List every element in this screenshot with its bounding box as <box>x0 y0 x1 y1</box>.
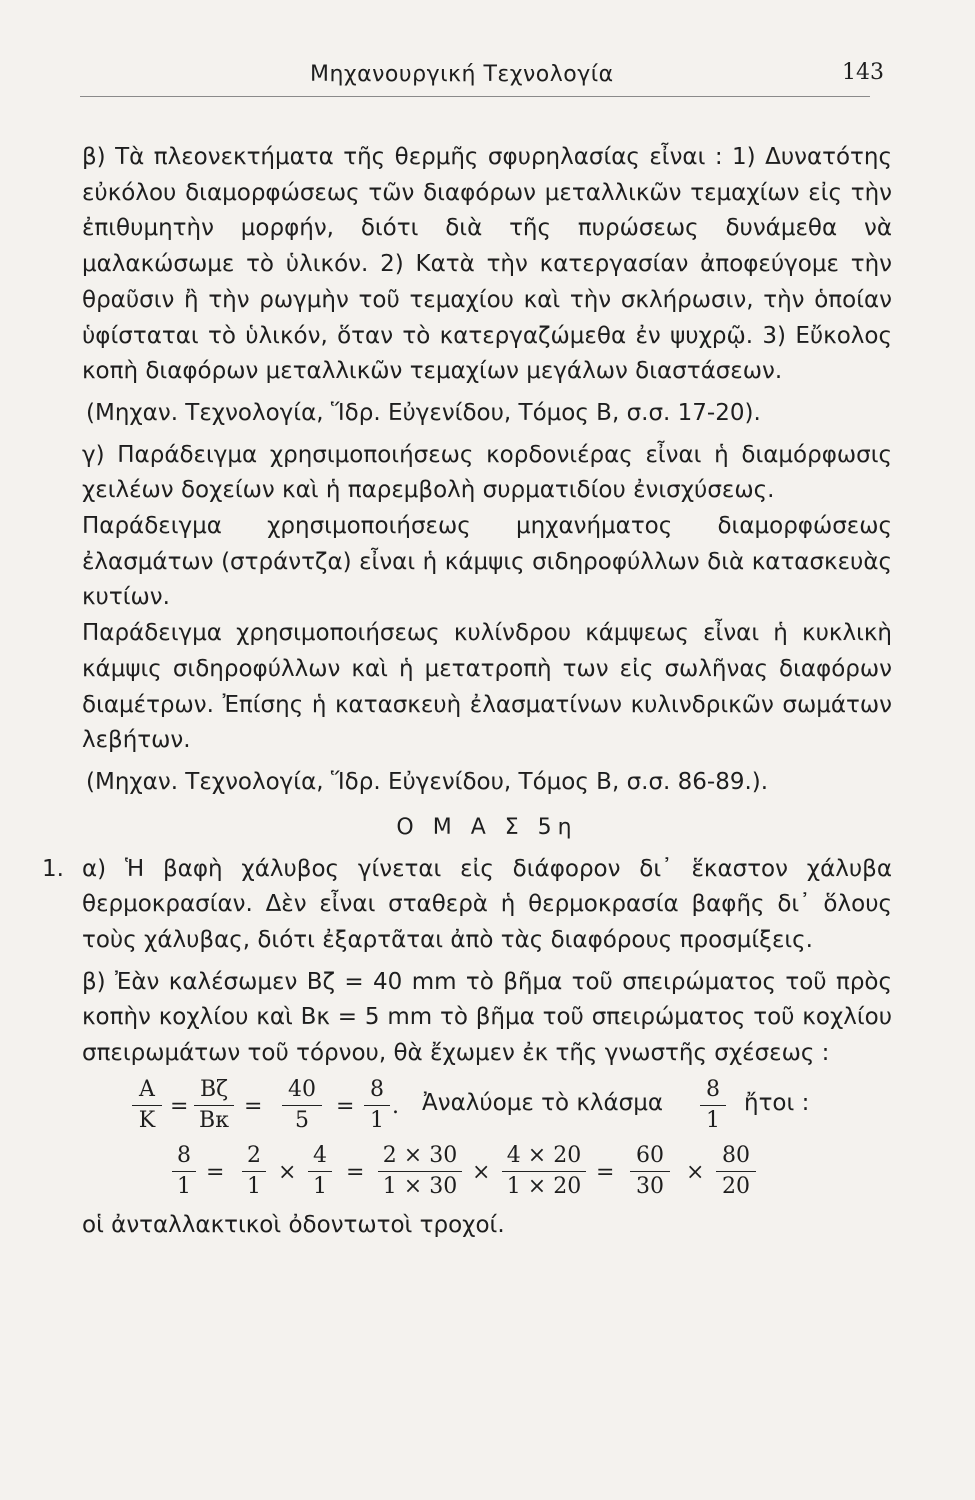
page-number: 143 <box>842 60 884 85</box>
fraction-bar <box>502 1171 586 1172</box>
fraction-denominator: Βκ <box>199 1107 229 1133</box>
running-title: Μηχανουργική Τεχνολογία <box>310 62 614 87</box>
fraction-denominator: 30 <box>636 1173 664 1199</box>
fraction-4-1 <box>308 1142 332 1201</box>
fraction-bar <box>132 1105 162 1106</box>
fraction-numerator: Βζ <box>199 1076 229 1102</box>
paragraph-beta-advantages: β) Τὰ πλεονεκτήματα τῆς θερμῆς σφυρηλασίας εἶναι : 1) Δυνατότης εὐκόλου διαμορφώσεως τῶν διαφόρων μεταλλικῶν τεμαχίων εἰς τὴν ἐπιθυμητὴν μορφήν, διότι διὰ τῆς πυρώσεως δυνάμεθα νὰ μαλακώσωμε τὸ ὑλικόν. 2) Κατὰ τὴν κατεργασίαν ἀποφεύγομε τὴν θραῦσιν ἢ τὴν ρωγμὴν τοῦ τεμαχίου καὶ τὴν σκλήρωσιν, τὴν ὁποίαν ὑφίσταται τὸ ὑλικόν, ὅταν τὸ κατεργαζώμεθα ἐν ψυχρῷ. 3) Εὔκολος κοπὴ διαφόρων μεταλλικῶν τεμαχίων μεγάλων διαστάσεων. <box>82 144 892 385</box>
paragraph-gamma-3: Παράδειγμα χρησιμοποιήσεως κυλίνδρου κάμψεως εἶναι ἡ κυκλικὴ κάμψις σιδηροφύλλων καὶ ἡ μετατροπὴ των εἰς σωλῆνας διαφόρων διαμέτρων. Ἐπίσης ἡ κατασκευὴ ἐλασματίνων κυλινδρικῶν σωμάτων λεβήτων. <box>82 620 892 754</box>
fraction-numerator: Α <box>139 1076 155 1102</box>
fraction-numerator: 80 <box>722 1142 750 1168</box>
fraction-bar <box>716 1171 756 1172</box>
header-rule <box>80 96 870 97</box>
fraction-denominator: 1 <box>370 1107 384 1133</box>
fraction-8-over-1-b <box>700 1076 726 1135</box>
fraction-bz-over-bk <box>194 1076 234 1135</box>
fraction-denominator: 1 <box>177 1173 191 1199</box>
item-1-beta: β) Ἐὰν καλέσωμεν Βζ = 40 mm τὸ βῆμα τοῦ σπειρώματος τοῦ πρὸς κοπὴν κοχλίου καὶ Βκ = 5 mm τὸ βῆμα τοῦ σπειρώματος τοῦ κοχλίου σπειρωμάτων τοῦ τόρνου, θὰ ἔχωμεν ἐκ τῆς γνωστῆς σχέσεως : <box>82 968 892 1067</box>
page-header <box>80 58 900 98</box>
fraction-bar <box>242 1171 266 1172</box>
times-sign: × <box>472 1159 491 1185</box>
equals-sign: = <box>336 1093 355 1119</box>
fraction-80-20 <box>716 1142 756 1201</box>
fraction-denominator: 1 × 30 <box>382 1173 458 1199</box>
fraction-denominator: Κ <box>138 1107 156 1133</box>
exercise-item-1 <box>42 852 892 1072</box>
item-1-alpha: α) Ἡ βαφὴ χάλυβος γίνεται εἰς διάφορον δι᾽ ἕκαστον χάλυβα θερμοκρασίαν. Δὲν εἶναι σταθερὰ ἡ θερμοκρασία βαφῆς δι᾽ ὅλους τοὺς χάλυβας, διότι ἐξαρτᾶται ἀπὸ τὰς διαφόρους προσμίξεις. <box>82 855 892 954</box>
fraction-denominator: 1 <box>706 1107 720 1133</box>
citation-2: (Μηχαν. Τεχνολογία, Ἵδρ. Εὐγενίδου, Τόμος Β, σ.σ. 86-89.). <box>86 768 769 795</box>
equals-sign: = <box>206 1159 225 1185</box>
fraction-numerator: 8 <box>177 1142 191 1168</box>
times-sign: × <box>278 1159 297 1185</box>
fraction-bar <box>308 1171 332 1172</box>
fraction-denominator: 1 <box>247 1173 261 1199</box>
citation-1: (Μηχαν. Τεχνολογία, Ἵδρ. Εὐγενίδου, Τόμος Β, σ.σ. 17-20). <box>86 399 761 426</box>
fraction-2-1 <box>242 1142 266 1201</box>
fraction-8-over-1 <box>364 1076 390 1135</box>
fraction-numerator: 40 <box>288 1076 316 1102</box>
analysis-text: Ἀναλύομε τὸ κλάσμα <box>422 1089 664 1116</box>
fraction-bar <box>378 1171 462 1172</box>
fraction-numerator: 60 <box>636 1142 664 1168</box>
fraction-denominator: 20 <box>722 1173 750 1199</box>
fraction-denominator: 1 × 20 <box>506 1173 582 1199</box>
formula-ratio <box>82 1076 892 1138</box>
paragraph-gamma-1: γ) Παράδειγμα χρησιμοποιήσεως κορδονιέρας εἶναι ἡ διαμόρφωσις χειλέων δοχείων καὶ ἡ παρεμβολὴ συρματιδίου ἐνισχύσεως. <box>82 441 892 504</box>
equals-sign: = <box>244 1093 263 1119</box>
equals-sign: = <box>596 1159 615 1185</box>
fraction-numerator: 4 <box>313 1142 327 1168</box>
fraction-numerator: 4 × 20 <box>506 1142 582 1168</box>
fraction-bar <box>364 1105 390 1106</box>
equals-sign: = <box>170 1093 189 1119</box>
fraction-4x20-1x20 <box>502 1142 586 1201</box>
page-body <box>42 140 892 1244</box>
equals-sign: = <box>346 1159 365 1185</box>
fraction-numerator: 2 <box>247 1142 261 1168</box>
fraction-8-1 <box>172 1142 196 1201</box>
fraction-a-over-k <box>132 1076 162 1135</box>
fraction-denominator: 5 <box>295 1107 309 1133</box>
fraction-2x30-1x30 <box>378 1142 462 1201</box>
formula-gear-decomposition <box>82 1142 892 1204</box>
fraction-numerator: 8 <box>706 1076 720 1102</box>
fraction-bar <box>172 1171 196 1172</box>
paragraph-gamma-2: Παράδειγμα χρησιμοποιήσεως μηχανήματος διαμορφώσεως ἐλασμάτων (στράντζα) εἶναι ἡ κάμψις σιδηροφύλλων διὰ κατασκευὰς κυτίων. <box>82 513 892 611</box>
fraction-numerator: 8 <box>370 1076 384 1102</box>
fraction-denominator: 1 <box>313 1173 327 1199</box>
fraction-bar <box>282 1105 322 1106</box>
period: . <box>392 1093 399 1119</box>
fraction-bar <box>630 1171 670 1172</box>
fraction-bar <box>700 1105 726 1106</box>
fraction-bar <box>194 1105 234 1106</box>
times-sign: × <box>686 1159 705 1185</box>
fraction-40-over-5 <box>282 1076 322 1135</box>
fraction-60-30 <box>630 1142 670 1201</box>
closing-text: οἱ ἀνταλλακτικοὶ ὀδοντωτοὶ τροχοί. <box>82 1211 505 1238</box>
item-number: 1. <box>42 855 64 882</box>
etoi-text: ἤτοι : <box>744 1089 810 1116</box>
fraction-numerator: 2 × 30 <box>382 1142 458 1168</box>
section-heading: Ο Μ Α Σ 5η <box>396 814 578 840</box>
